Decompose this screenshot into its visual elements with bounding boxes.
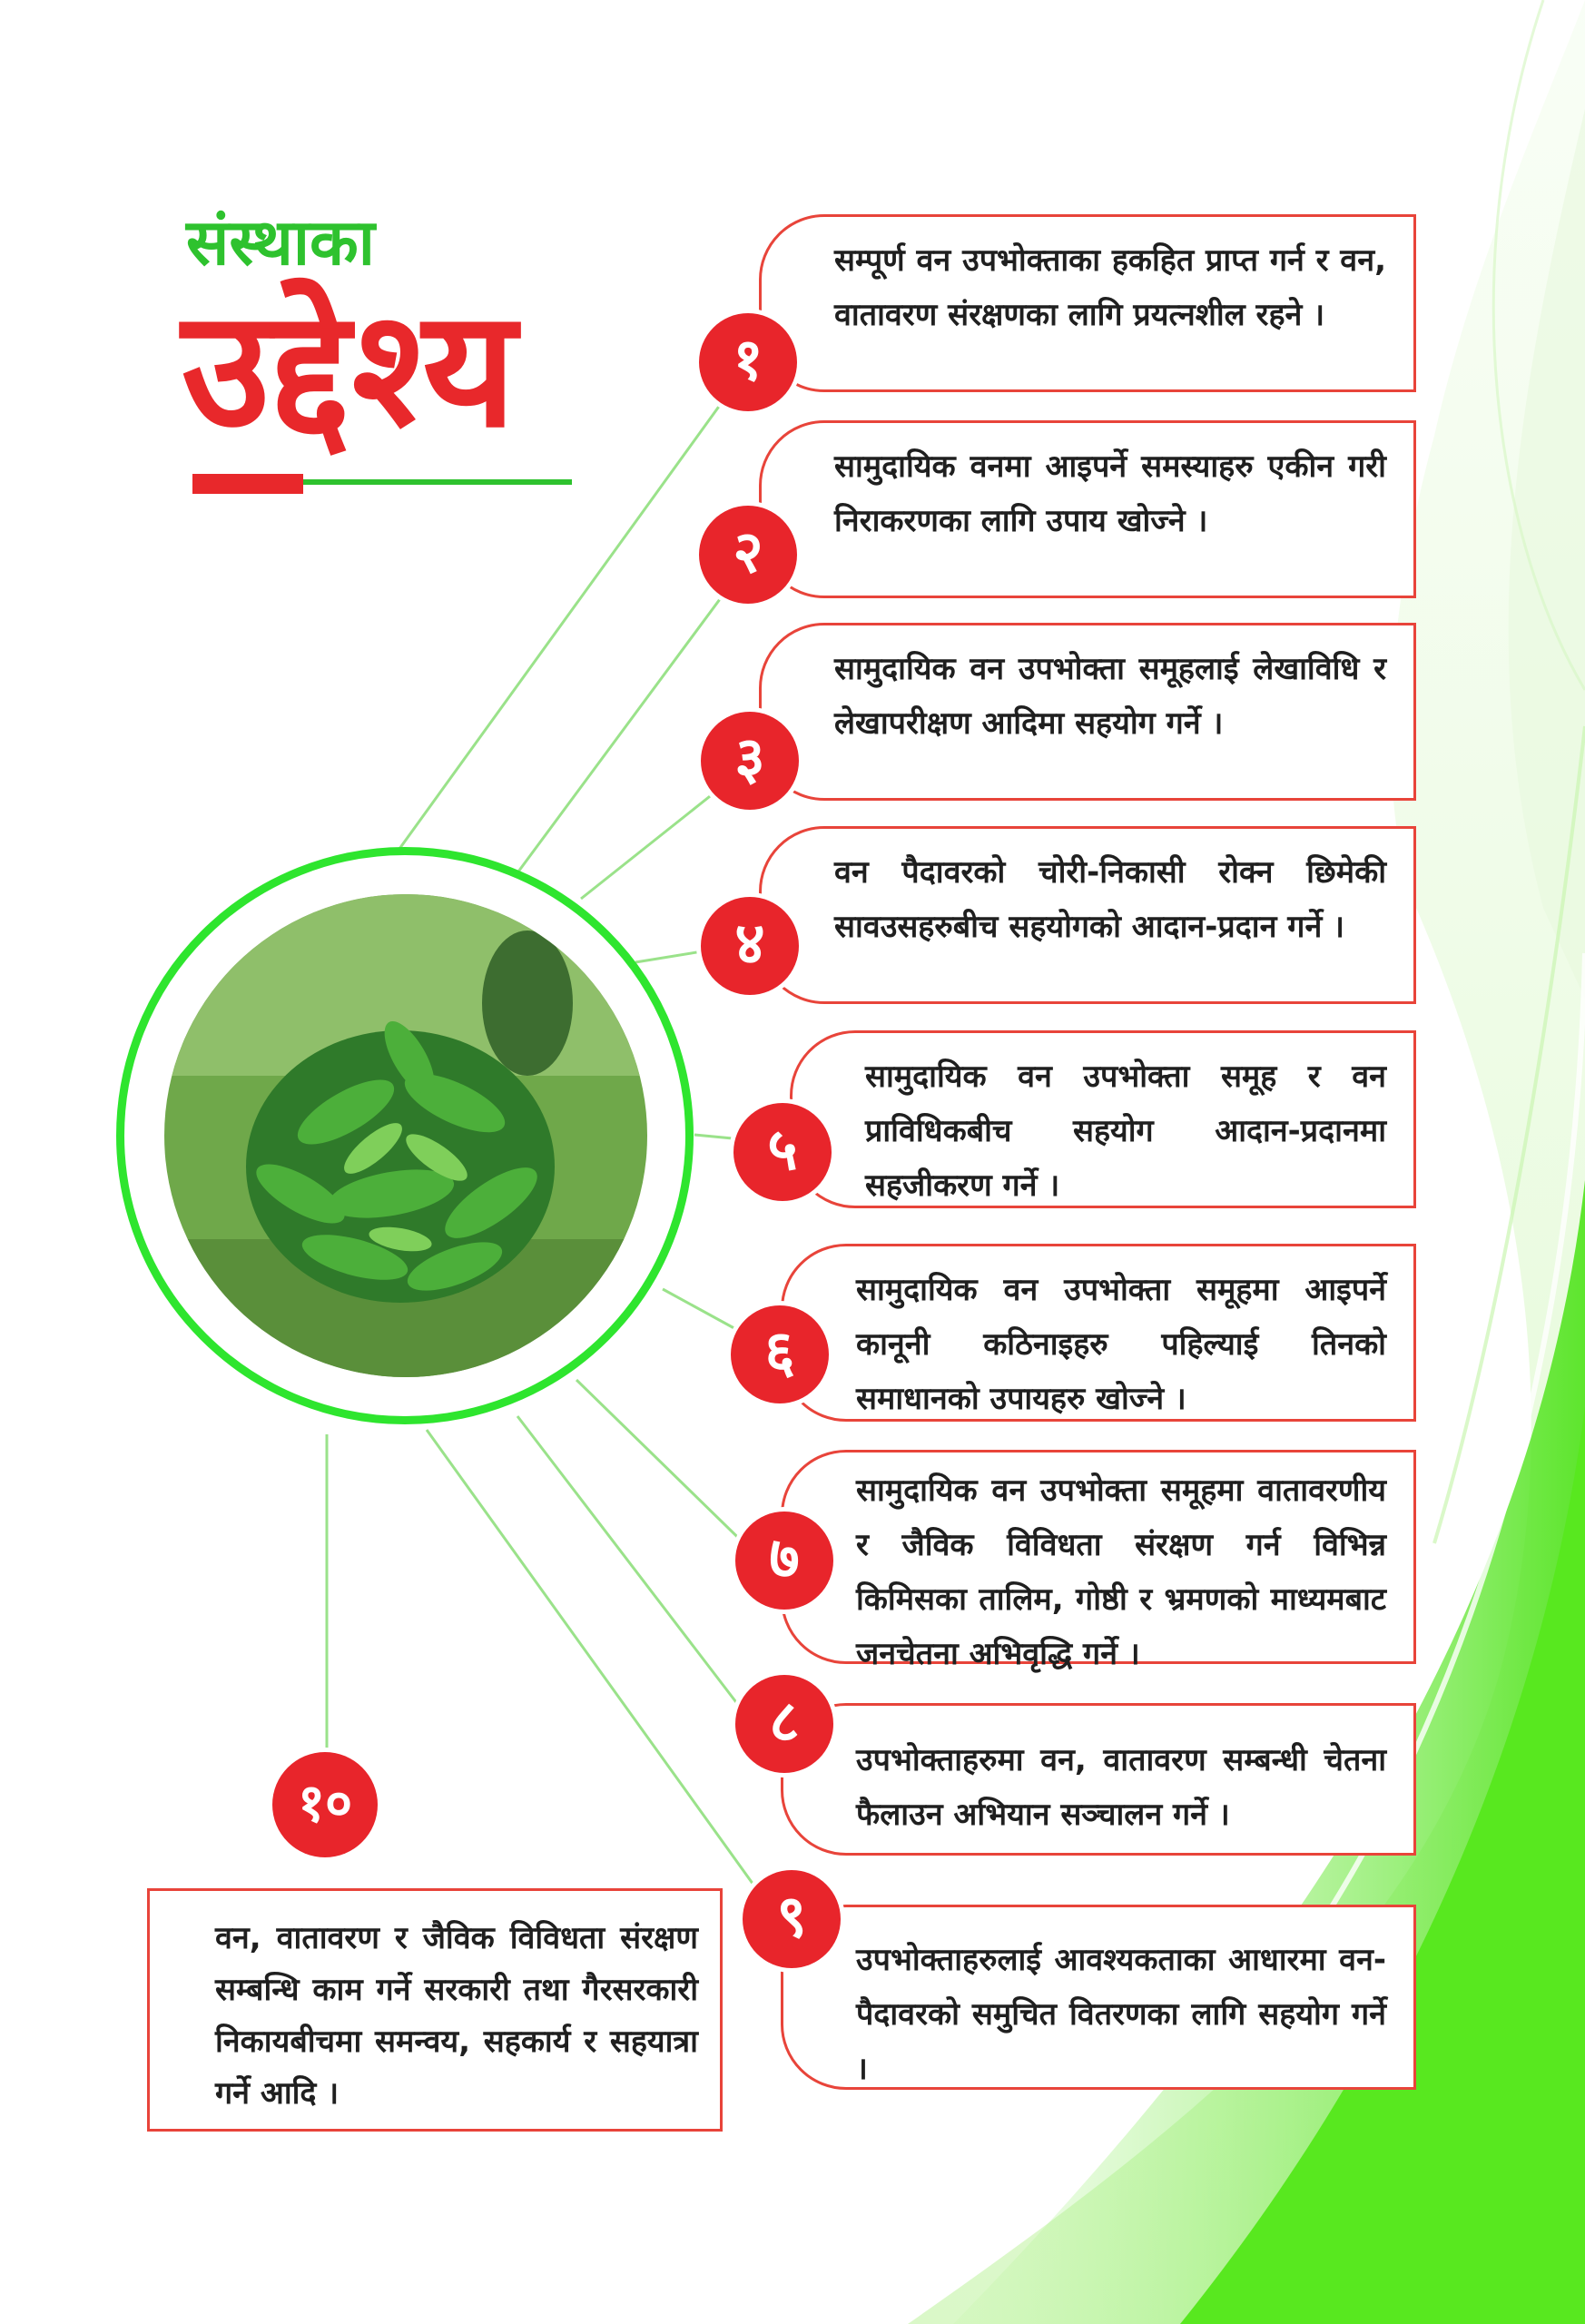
objective-number-9: ९ [743,1870,841,1968]
objective-number-3: ३ [701,712,799,810]
objective-number-10: १० [272,1752,378,1857]
title-underline-red [192,474,303,494]
objective-text-6: सामुदायिक वन उपभोक्ता समूहमा आइपर्ने कानूनी कठिनाइहरु पहिल्याई तिनको समाधानको उपायहरु खोज्ने । [856,1272,1386,1417]
objective-card-5 [790,1030,1416,1208]
objective-card-4 [759,826,1416,1004]
objective-number-8: ८ [735,1675,833,1773]
objective-number-4: ४ [701,897,799,995]
objective-text-1: सम्पूर्ण वन उपभोक्ताका हकहित प्राप्त गर्न र वन, वातावरण संरक्षणका लागि प्रयत्नशील रहने । [834,242,1386,333]
objective-text-5: सामुदायिक वन उपभोक्ता समूह र वन प्राविधिकबीच सहयोग आदान-प्रदानमा सहजीकरण गर्ने । [865,1059,1386,1204]
objective-card-3 [759,623,1416,801]
objective-text-3: सामुदायिक वन उपभोक्ता समूहलाई लेखाविधि र लेखापरीक्षण आदिमा सहयोग गर्ने । [834,651,1386,742]
title-underline-green [303,479,572,485]
objective-text-4: वन पैदावरको चोरी-निकासी रोक्न छिमेकी सावउसहरुबीच सहयोगको आदान-प्रदान गर्ने । [834,854,1386,945]
title-line-2: उद्देश्य [182,275,518,463]
objective-card-1 [759,214,1416,392]
objective-number-7: ७ [735,1512,833,1610]
objective-text-2: सामुदायिक वनमा आइपर्ने समस्याहरु एकीन गरी निराकरणका लागि उपाय खोज्ने । [834,448,1386,539]
objective-card-7 [781,1450,1416,1672]
objective-text-8: उपभोक्ताहरुमा वन, वातावरण सम्बन्धी चेतना फैलाउन अभियान सञ्चालन गर्ने । [856,1742,1386,1833]
objective-number-6: ६ [731,1305,829,1403]
objective-card-8 [781,1703,1416,1856]
objective-card-6 [781,1244,1416,1422]
objective-number-2: २ [699,506,797,604]
title-line-1: संस्थाका [186,205,375,280]
objective-text-9: उपभोक्ताहरुलाई आवश्यकताका आधारमा वन-पैदावरको समुचित वितरणका लागि सहयोग गर्ने । [856,1942,1386,2087]
objective-card-2 [759,420,1416,598]
plant-photo [164,894,647,1377]
objective-card-10 [147,1888,723,2132]
objective-number-1: १ [699,313,797,411]
objective-card-9 [781,1905,1416,2090]
objective-text-10: वन, वातावरण र जैविक विविधता संरक्षण सम्बन्धि काम गर्ने सरकारी तथा गैरसरकारी निकायबीचमा समन्वय, सहकार्य र सहयात्रा गर्ने आदि । [215,1920,698,2112]
objective-number-5: ५ [733,1103,832,1201]
objective-text-7: सामुदायिक वन उपभोक्ता समूहमा वातावरणीय र जैविक विविधता संरक्षण गर्न विभिन्न किमिसका तालिम, गोष्ठी र भ्रमणको माध्यमबाट जनचेतना अभिवृद्धि गर्ने । [856,1472,1386,1672]
